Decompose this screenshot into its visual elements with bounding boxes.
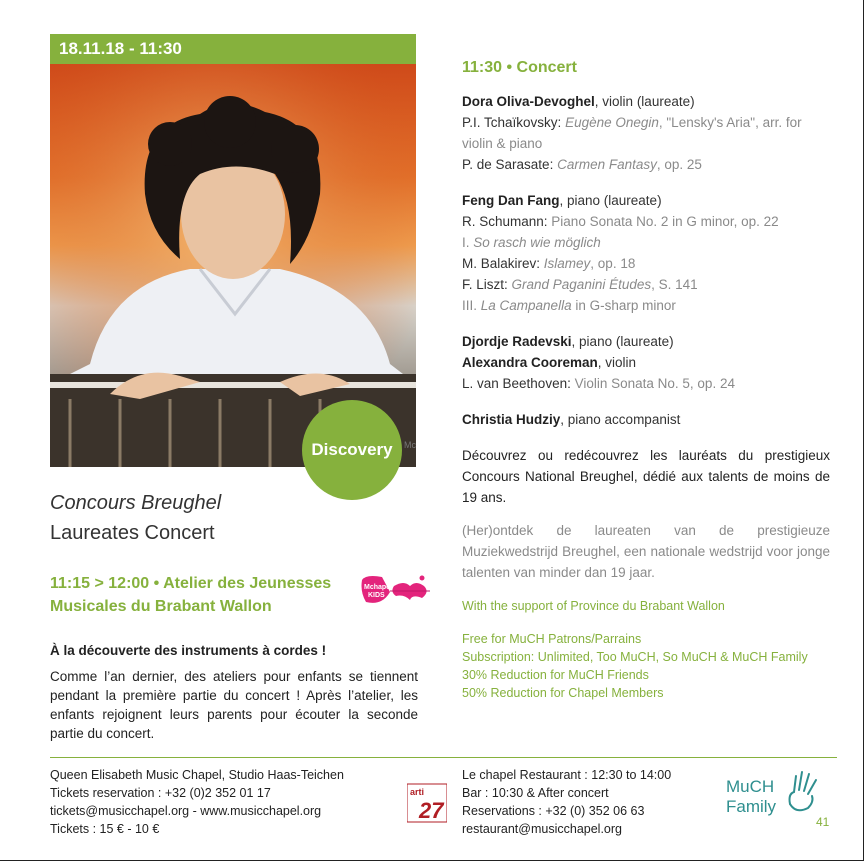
offer-line: 30% Reduction for MuCH Friends	[462, 668, 649, 682]
page-number: 41	[816, 815, 830, 829]
description-french: Découvrez ou redécouvrez les lauréats du prestigieux Concours National Breughel, dédié aux talents de moins de 19 ans.	[462, 448, 830, 505]
offer-line: 50% Reduction for Chapel Members	[462, 686, 664, 700]
performer-role: , violin	[597, 355, 637, 370]
discovery-badge: Discovery	[302, 400, 402, 500]
composer: M. Balakirev:	[462, 256, 544, 271]
composer: P. de Sarasate:	[462, 157, 558, 172]
bar-hours: Bar : 10:30 & After concert	[462, 786, 609, 800]
performer-name: Christia Hudziy	[462, 412, 561, 427]
venue-name: Queen Elisabeth Music Chapel, Studio Haas-Teichen	[50, 768, 344, 782]
performer-role: , piano accompanist	[560, 412, 681, 427]
support-line: With the support of Province du Brabant Wallon	[462, 599, 725, 613]
work-line	[462, 112, 830, 154]
event-title: Laureates Concert	[50, 522, 215, 544]
ticket-prices: Tickets : 15 € - 10 €	[50, 822, 160, 836]
performer-role: , piano (laureate)	[571, 334, 674, 349]
work-title: Grand Paganini Études	[511, 277, 652, 292]
work-line	[462, 232, 830, 253]
program-block	[462, 91, 830, 175]
concert-program	[462, 57, 830, 702]
work-line	[462, 154, 830, 175]
performer-name: Feng Dan Fang	[462, 193, 560, 208]
photo-edge-text: Mc	[404, 440, 416, 450]
concert-time: 11:30 • Concert	[462, 59, 577, 76]
much-logo-line1: MuCH	[726, 777, 775, 796]
artist-logo-text: arti	[410, 787, 425, 797]
work-detail: , "Lensky's Aria", arr. for violin & piano	[462, 115, 802, 151]
performer-line	[462, 409, 830, 430]
ticket-contact: tickets@musicchapel.org - www.musicchapel.org	[50, 804, 322, 818]
program-block	[462, 409, 830, 430]
work-line	[462, 211, 830, 232]
work-title: Islamey	[543, 256, 591, 271]
kids-logo-line2: KIDS	[368, 592, 385, 599]
performer-role: , violin (laureate)	[594, 94, 695, 109]
venue-info	[50, 766, 344, 838]
movement-number: III.	[462, 298, 481, 313]
description-dutch: (Her)ontdek de laureaten van de prestigieuze Muziekwedstrijd Breughel, een nationale wedstrijd voor jonge talenten van minder dan 19 jaar.	[462, 523, 830, 580]
work-title: Eugène Onegin	[565, 115, 659, 130]
restaurant-hours: Le chapel Restaurant : 12:30 to 14:00	[462, 768, 672, 782]
program-block	[462, 331, 830, 394]
composer: F. Liszt:	[462, 277, 512, 292]
event-date-time: 18.11.18 - 11:30	[50, 34, 416, 64]
work-line	[462, 295, 830, 316]
restaurant-phone: Reservations : +32 (0) 352 06 63	[462, 804, 645, 818]
performer-line	[462, 352, 830, 373]
performer-line	[462, 331, 830, 352]
event-title-italic: Concours Breughel	[50, 492, 222, 514]
ticket-offers	[462, 630, 830, 702]
composer: L. van Beethoven:	[462, 376, 575, 391]
work-detail: , S. 141	[651, 277, 698, 292]
atelier-heading: 11:15 > 12:00 • Atelier des Jeunesses Musicales du Brabant Wallon	[50, 575, 332, 615]
mchapel-kids-logo	[360, 572, 432, 608]
much-family-logo	[724, 768, 822, 820]
footer-divider	[50, 757, 837, 758]
work-title: La Campanella	[480, 298, 572, 313]
composer: R. Schumann:	[462, 214, 552, 229]
kids-logo-line1: Mchapel	[364, 584, 393, 591]
work-detail: Piano Sonata No. 2 in G minor, op. 22	[551, 214, 779, 229]
performer-name: Djordje Radevski	[462, 334, 572, 349]
work-detail: , op. 25	[656, 157, 702, 172]
hand-icon	[790, 772, 817, 810]
performer-line	[462, 91, 830, 112]
program-block	[462, 190, 830, 316]
work-detail: Violin Sonata No. 5, op. 24	[574, 376, 735, 391]
ticket-phone: Tickets reservation : +32 (0)2 352 01 17	[50, 786, 271, 800]
work-line	[462, 253, 830, 274]
performer-role: , piano (laureate)	[559, 193, 662, 208]
restaurant-info	[462, 766, 671, 838]
artist-logo	[407, 782, 447, 824]
restaurant-email: restaurant@musicchapel.org	[462, 822, 622, 836]
offer-line: Subscription: Unlimited, Too MuCH, So MuCH & MuCH Family	[462, 650, 808, 664]
performer-name: Alexandra Cooreman	[462, 355, 598, 370]
much-logo-line2: Family	[726, 797, 777, 816]
work-title: So rasch wie möglich	[473, 235, 601, 250]
artist-logo-number: 27	[419, 798, 444, 823]
work-line	[462, 373, 830, 394]
work-line	[462, 274, 830, 295]
work-title: Carmen Fantasy	[557, 157, 657, 172]
work-detail: in G-sharp minor	[571, 298, 676, 313]
performer-name: Dora Oliva-Devoghel	[462, 94, 595, 109]
atelier-description: Comme l’an dernier, des ateliers pour enfants se tiennent pendant la première partie du concert ! Après l’atelier, les enfants rejoignent leurs parents pour écouter la seconde partie du concert.	[50, 669, 418, 741]
movement-number: I.	[462, 235, 474, 250]
atelier-subheading: À la découverte des instruments à cordes !	[50, 643, 327, 658]
performer-line	[462, 190, 830, 211]
work-detail: , op. 18	[590, 256, 636, 271]
composer: P.I. Tchaïkovsky:	[462, 115, 566, 130]
offer-line: Free for MuCH Patrons/Parrains	[462, 632, 642, 646]
